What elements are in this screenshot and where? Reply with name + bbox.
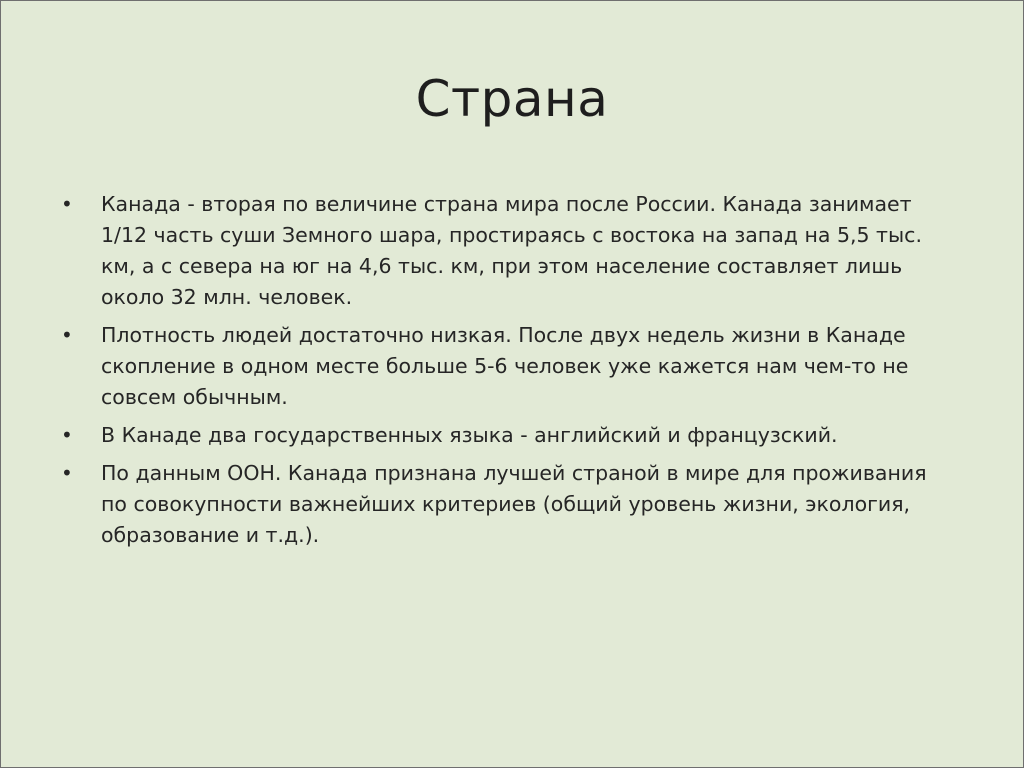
bullet-item — [61, 458, 961, 551]
bullet-marker: • — [61, 192, 73, 216]
bullet-item — [61, 189, 961, 313]
bullet-text: В Канаде два государственных языка - английский и французский. — [101, 423, 838, 447]
bullet-marker: • — [61, 323, 73, 347]
bullet-text: По данным ООН. Канада признана лучшей страной в мире для проживания по совокупности важнейших критериев (общий уровень жизни, экология, образование и т.д.). — [101, 461, 927, 547]
bullet-item — [61, 320, 961, 413]
bullet-marker: • — [61, 423, 73, 447]
slide-title: Страна — [415, 70, 609, 128]
bullet-marker: • — [61, 461, 73, 485]
bullet-item — [61, 420, 961, 451]
bullet-text: Плотность людей достаточно низкая. После двух недель жизни в Канаде скопление в одном месте больше 5-6 человек уже кажется нам чем-то не совсем обычным. — [101, 323, 909, 409]
bullet-list — [61, 189, 961, 558]
bullet-text: Канада - вторая по величине страна мира после России. Канада занимает 1/12 часть суши Земного шара, простираясь с востока на запад на 5,5 тыс. км, а с севера на юг на 4,6 тыс. км, при этом население составляет лишь около 32 млн. человек. — [101, 192, 922, 309]
